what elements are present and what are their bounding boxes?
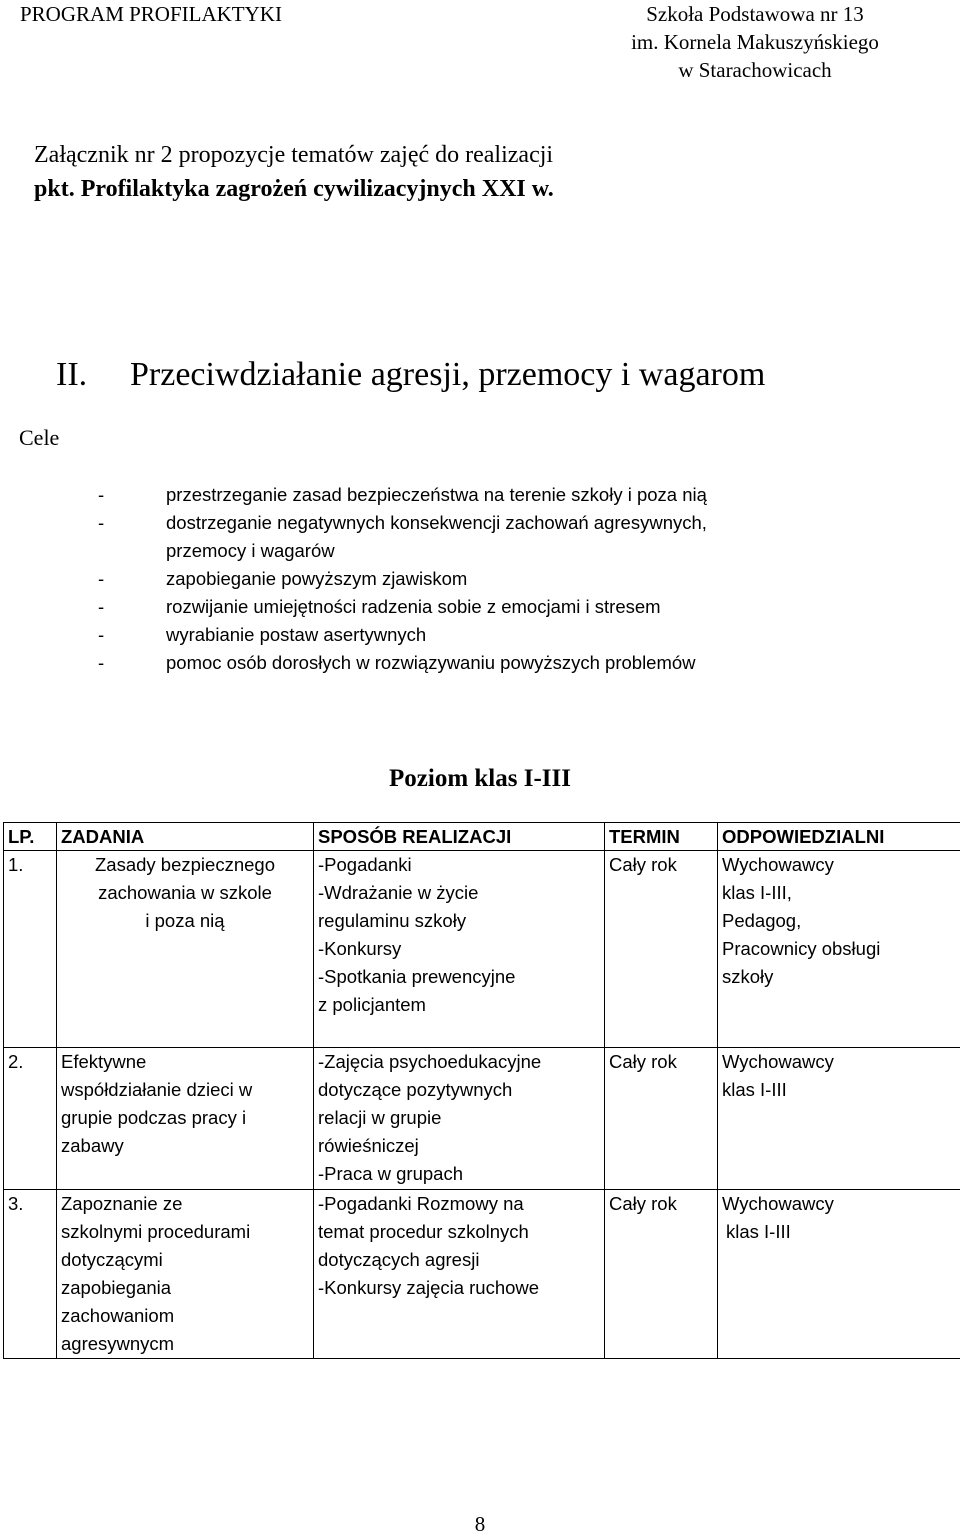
cell-line: Pedagog,: [722, 907, 956, 935]
cell-term: Cały rok: [605, 1190, 718, 1359]
header-term: TERMIN: [605, 823, 718, 851]
program-title: PROGRAM PROFILAKTYKI: [20, 0, 282, 28]
cell-line: -Spotkania prewencyjne: [318, 963, 600, 991]
header-responsible: ODPOWIEDZIALNI: [718, 823, 960, 851]
header-lp: LP.: [4, 823, 57, 851]
cell-line: szkoły: [722, 963, 956, 991]
table-body: [4, 851, 960, 1359]
school-name-block: [560, 0, 950, 84]
cell-lines: [318, 1048, 600, 1188]
cell-task: [57, 1048, 314, 1190]
cell-line: -Wdrażanie w życie: [318, 879, 600, 907]
cell-term: Cały rok: [605, 1048, 718, 1190]
cell-lp: 3.: [4, 1190, 57, 1359]
bullet-dash: -: [98, 593, 104, 621]
cell-line: -Konkursy zajęcia ruchowe: [318, 1274, 600, 1302]
cell-line: grupie podczas pracy i: [61, 1104, 309, 1132]
bullet-dash: -: [98, 481, 104, 509]
attachment-subtitle: pkt. Profilaktyka zagrożeń cywilizacyjnych XXI w.: [34, 172, 554, 206]
cell-lines: [61, 851, 309, 935]
cell-responsible: [718, 851, 960, 1048]
goal-text-line: wyrabianie postaw asertywnych: [166, 621, 426, 649]
cell-responsible: [718, 1048, 960, 1190]
cell-line: agresywnycm: [61, 1330, 309, 1358]
cell-lp: 1.: [4, 851, 57, 1048]
cell-method: [314, 1190, 605, 1359]
cell-task: [57, 851, 314, 1048]
table-row: [4, 1048, 960, 1190]
cell-line: szkolnymi procedurami: [61, 1218, 309, 1246]
cell-line: zapobiegania: [61, 1274, 309, 1302]
school-name-line: Szkoła Podstawowa nr 13: [560, 0, 950, 28]
cell-line: Efektywne: [61, 1048, 309, 1076]
goal-text-line: przemocy i wagarów: [166, 537, 707, 565]
goal-text: [166, 621, 426, 649]
cell-line: regulaminu szkoły: [318, 907, 600, 935]
school-name-line: w Starachowicach: [560, 56, 950, 84]
table-row: [4, 851, 960, 1048]
cell-line: klas I-III,: [722, 879, 956, 907]
cell-term: Cały rok: [605, 851, 718, 1048]
goal-text-line: zapobieganie powyższym zjawiskom: [166, 565, 467, 593]
cell-line: Zasady bezpiecznego: [61, 851, 309, 879]
cell-lines: [318, 851, 600, 1019]
cell-method: [314, 851, 605, 1048]
cell-line: klas I-III: [722, 1076, 956, 1104]
header-method: SPOSÓB REALIZACJI: [314, 823, 605, 851]
cell-line: -Praca w grupach: [318, 1160, 600, 1188]
cell-line: Pracownicy obsługi: [722, 935, 956, 963]
goals-label: Cele: [19, 424, 59, 452]
cell-line: Wychowawcy: [722, 1190, 956, 1218]
cell-task: [57, 1190, 314, 1359]
goal-text-line: pomoc osób dorosłych w rozwiązywaniu powyższych problemów: [166, 649, 696, 677]
table-row: [4, 1190, 960, 1359]
bullet-dash: -: [98, 565, 104, 593]
cell-line: dotyczącymi: [61, 1246, 309, 1274]
cell-line: zachowania w szkole: [61, 879, 309, 907]
goal-text-line: rozwijanie umiejętności radzenia sobie z emocjami i stresem: [166, 593, 661, 621]
cell-line: -Konkursy: [318, 935, 600, 963]
cell-line: z policjantem: [318, 991, 600, 1019]
cell-line: relacji w grupie: [318, 1104, 600, 1132]
cell-line: Wychowawcy: [722, 1048, 956, 1076]
cell-line: -Pogadanki Rozmowy na: [318, 1190, 600, 1218]
bullet-dash: -: [98, 621, 104, 649]
goal-text-line: dostrzeganie negatywnych konsekwencji zachowań agresywnych,: [166, 509, 707, 537]
cell-line: temat procedur szkolnych: [318, 1218, 600, 1246]
cell-lines: [722, 1048, 956, 1104]
page-number: 8: [0, 1510, 960, 1538]
goal-text: [166, 649, 696, 677]
bullet-dash: -: [98, 649, 104, 677]
goal-text: [166, 509, 707, 565]
header-tasks: ZADANIA: [57, 823, 314, 851]
cell-line: Wychowawcy: [722, 851, 956, 879]
cell-line: współdziałanie dzieci w: [61, 1076, 309, 1104]
cell-line: klas I-III: [722, 1218, 956, 1246]
cell-line: dotyczące pozytywnych: [318, 1076, 600, 1104]
school-name-line: im. Kornela Makuszyńskiego: [560, 28, 950, 56]
goal-text: [166, 593, 661, 621]
cell-lines: [722, 851, 956, 991]
cell-line: Zapoznanie ze: [61, 1190, 309, 1218]
cell-line: -Zajęcia psychoedukacyjne: [318, 1048, 600, 1076]
cell-responsible: [718, 1190, 960, 1359]
section-number: II.: [56, 355, 87, 395]
cell-line: zabawy: [61, 1132, 309, 1160]
cell-line: i poza nią: [61, 907, 309, 935]
table-header-row: [4, 823, 960, 851]
cell-lines: [61, 1190, 309, 1358]
cell-line: rówieśniczej: [318, 1132, 600, 1160]
level-heading: Poziom klas I-III: [0, 763, 960, 795]
cell-lp: 2.: [4, 1048, 57, 1190]
cell-method: [314, 1048, 605, 1190]
cell-line: dotyczących agresji: [318, 1246, 600, 1274]
goal-text: [166, 565, 467, 593]
section-title: Przeciwdziałanie agresji, przemocy i wagarom: [130, 355, 765, 395]
cell-lines: [318, 1190, 600, 1302]
bullet-dash: -: [98, 509, 104, 537]
attachment-title: Załącznik nr 2 propozycje tematów zajęć do realizacji: [34, 138, 553, 172]
cell-line: zachowaniom: [61, 1302, 309, 1330]
cell-lines: [722, 1190, 956, 1246]
tasks-table: [3, 822, 960, 1359]
goal-text: [166, 481, 707, 509]
cell-line: -Pogadanki: [318, 851, 600, 879]
goal-text-line: przestrzeganie zasad bezpieczeństwa na terenie szkoły i poza nią: [166, 481, 707, 509]
cell-lines: [61, 1048, 309, 1160]
